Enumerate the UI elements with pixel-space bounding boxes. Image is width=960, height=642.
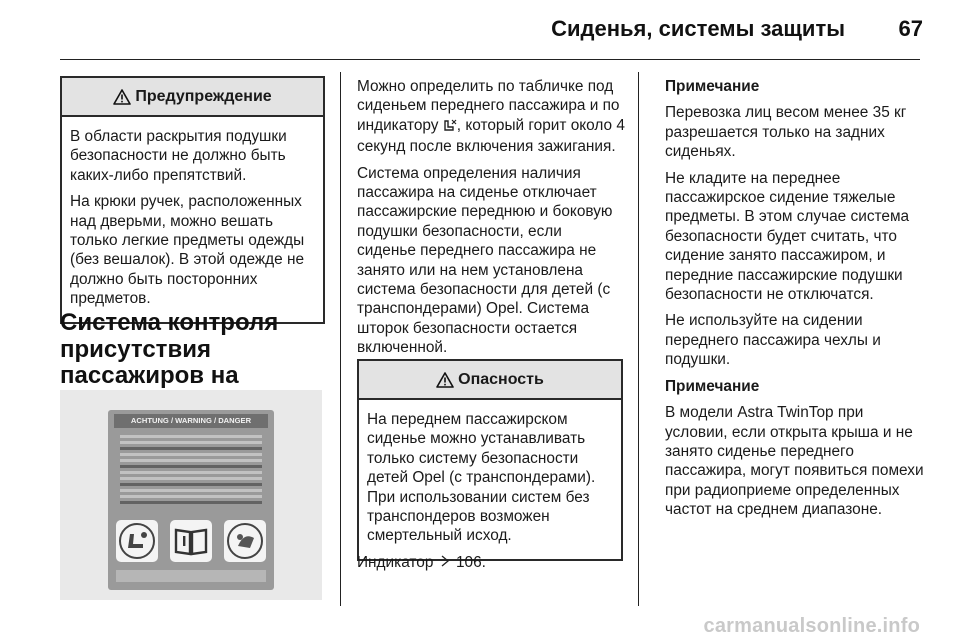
danger-text: На переднем пассажирском сиденье можно устанавливать только систему безопасности детей Opel (с транспондерами). При использовании систем без транспондеров возможен смертельный исход.	[367, 411, 596, 545]
middle-column	[357, 77, 625, 365]
indicator-text-before: Можно определить по табличке под сиденьем переднего пассажира и по индикатору	[357, 78, 620, 134]
danger-box-header	[359, 361, 621, 400]
warning-paragraph: В области раскрытия подушки безопасности не должно быть каких-либо препятствий.	[70, 128, 287, 184]
airbag-warning-label	[108, 410, 274, 590]
page-header	[0, 0, 960, 60]
danger-box	[357, 359, 623, 561]
page-number: 67	[898, 16, 923, 41]
indicator-reference	[357, 553, 619, 579]
note-1-text: Перевозка лиц весом менее 35 кг разрешается только на задних сиденьях.	[665, 104, 907, 161]
section-title: Система контроля присутствия пассажиров на	[60, 309, 279, 389]
warning-paragraph: На крюки ручек, расположенных над дверьми, можно вешать только легкие предметы одежды (без вешалок). В этой одежде не должно быть посторонних предметов.	[70, 193, 305, 308]
label-text-lines	[114, 432, 268, 507]
header-rule	[60, 59, 920, 60]
label-footer-strip	[116, 570, 266, 582]
note-2-text: В модели Astra TwinTop при условии, если открыта крыша и не занято сиденье переднего пассажира, могут появиться помехи при радиоприеме определенных частот на среднем диапазоне.	[665, 404, 924, 519]
page-title: Сиденья, системы защиты	[551, 16, 845, 41]
system-paragraph: Система определения наличия пассажира на сиденье отключает пассажирские переднюю и боковую подушки безопасности, если сиденье переднего пассажира не занято или на нем установлена система безопасности для детей (с транспондерами) Opel. Система шторок безопасности остается включенной.	[357, 164, 613, 357]
indicator-ref-label: Индикатор	[357, 554, 434, 571]
heavy-objects-paragraph: Не кладите на переднее пассажирское сидение тяжелые предметы. В этом случае система безопасности будет считать, что сидение занято пассажиром, и передние пассажирские подушки безопасности не отключатся.	[665, 169, 910, 304]
danger-box-body	[359, 400, 621, 559]
note-2-title: Примечание	[665, 377, 760, 395]
column-divider-right	[638, 72, 639, 606]
danger-box-title: Опасность	[458, 370, 544, 388]
label-heading: ACHTUNG / WARNING / DANGER	[114, 414, 268, 428]
warning-triangle-icon	[113, 89, 131, 105]
indicator-ref-page[interactable]: 106.	[456, 554, 486, 571]
note-1	[665, 77, 925, 162]
indicator-text-after: , который горит около 4 секунд после включения зажигания.	[357, 116, 625, 156]
warning-box-title: Предупреждение	[135, 87, 272, 105]
right-column	[665, 77, 925, 520]
passenger-seat-airbag-off-icon	[443, 118, 457, 137]
page-reference-arrow-icon[interactable]	[440, 553, 450, 572]
passenger-detection-label-photo	[60, 390, 322, 600]
child-seat-icon	[116, 520, 158, 562]
warning-box-body	[62, 117, 323, 322]
column-divider-left	[340, 72, 341, 606]
watermark: carmanualsonline.info	[703, 615, 920, 637]
manual-book-icon	[170, 520, 212, 562]
indicator-paragraph	[357, 77, 625, 157]
note-2	[665, 377, 925, 520]
warning-triangle-icon	[436, 372, 454, 388]
warning-box	[60, 76, 325, 324]
note-1-title: Примечание	[665, 78, 760, 95]
rear-facing-child-seat-icon	[224, 520, 266, 562]
warning-box-header	[62, 78, 323, 117]
label-icons-row	[116, 520, 266, 562]
seat-covers-paragraph: Не используйте на сидении переднего пассажира чехлы и подушки.	[665, 312, 881, 369]
